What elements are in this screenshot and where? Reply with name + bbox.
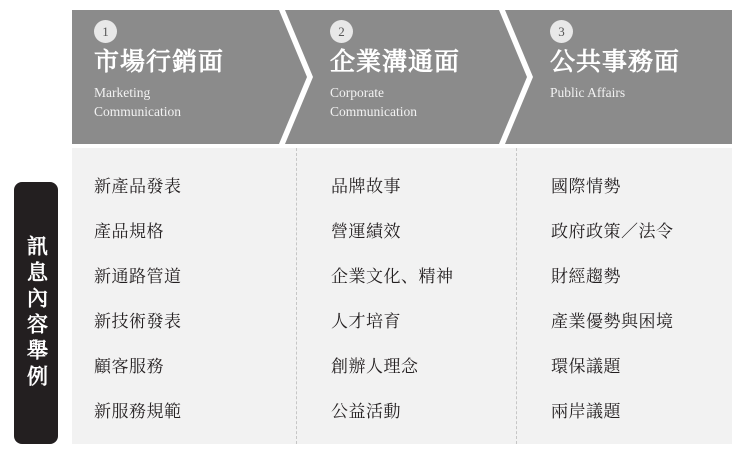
content-column-marketing bbox=[72, 148, 296, 444]
content-panel bbox=[72, 148, 732, 444]
header-column-marketing bbox=[72, 10, 296, 144]
header-column-corporate bbox=[296, 10, 516, 144]
column-title: 企業溝通面 bbox=[330, 49, 461, 76]
list-item: 環保議題 bbox=[551, 357, 621, 376]
step-number-badge: 1 bbox=[94, 20, 117, 43]
list-item: 營運績效 bbox=[331, 222, 401, 241]
list-item: 企業文化、精神 bbox=[331, 267, 454, 286]
step-number-badge: 3 bbox=[550, 20, 573, 43]
list-item: 新產品發表 bbox=[94, 177, 182, 196]
list-item: 人才培育 bbox=[331, 312, 401, 331]
step-number-badge: 2 bbox=[330, 20, 353, 43]
list-item: 顧客服務 bbox=[94, 357, 164, 376]
header-column-public-affairs bbox=[516, 10, 732, 144]
list-item: 財經趨勢 bbox=[551, 267, 621, 286]
content-column-corporate bbox=[296, 148, 516, 444]
list-item: 產品規格 bbox=[94, 222, 164, 241]
list-item: 新技術發表 bbox=[94, 312, 182, 331]
list-item: 產業優勢與困境 bbox=[551, 312, 674, 331]
side-label-text: 訊息內容舉例 bbox=[24, 235, 49, 391]
column-subtitle-line2: Communication bbox=[94, 104, 181, 120]
column-title: 市場行銷面 bbox=[94, 49, 225, 76]
list-item: 公益活動 bbox=[331, 402, 401, 421]
column-subtitle-line1: Marketing bbox=[94, 84, 151, 100]
column-subtitle-line1: Public Affairs bbox=[550, 84, 626, 100]
list-item: 兩岸議題 bbox=[551, 402, 621, 421]
header-band bbox=[72, 10, 732, 144]
list-item: 創辦人理念 bbox=[331, 357, 419, 376]
content-column-public-affairs bbox=[516, 148, 732, 444]
list-item: 品牌故事 bbox=[331, 177, 401, 196]
column-title: 公共事務面 bbox=[550, 49, 681, 76]
list-item: 新服務規範 bbox=[94, 402, 182, 421]
list-item: 政府政策／法令 bbox=[551, 222, 674, 241]
column-subtitle-line2: Communication bbox=[330, 104, 417, 120]
list-item: 新通路管道 bbox=[94, 267, 182, 286]
column-subtitle-line1: Corporate bbox=[330, 84, 384, 100]
list-item: 國際情勢 bbox=[551, 177, 621, 196]
side-label-message-content-examples bbox=[14, 182, 58, 444]
